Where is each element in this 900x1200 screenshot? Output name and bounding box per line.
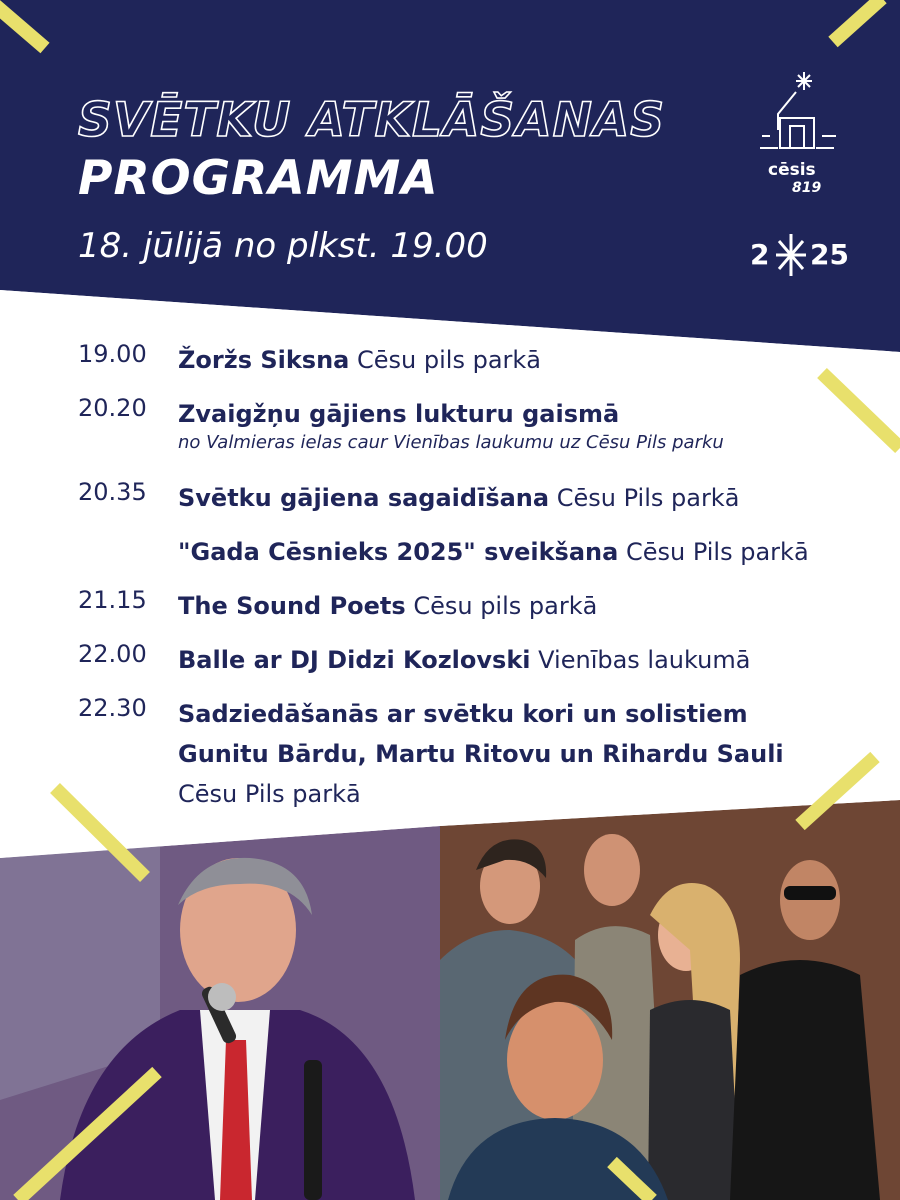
castle-icon (756, 70, 846, 170)
title-line-filled: PROGRAMMA (78, 151, 439, 206)
page-title (78, 92, 665, 208)
year-digit-left: 2 (750, 238, 770, 271)
program-time: 21.15 (78, 586, 147, 614)
program-place: Cēsu pils parkā (357, 346, 541, 374)
program-place: Cēsu pils parkā (413, 592, 598, 620)
event-date: 18. jūlijā no plkst. 19.00 (78, 226, 488, 266)
program-title: Balle ar DJ Didzi Kozlovski (178, 646, 531, 674)
program-title-line2: Gunitu Bārdu, Martu Ritovu un Rihardu Sauli (178, 740, 784, 768)
program-title-line1: Sadziedāšanās ar svētku kori un solistiem (178, 700, 748, 728)
person-face-e (507, 1000, 603, 1120)
program-title: Zvaigžņu gājiens lukturu gaismā (178, 400, 620, 428)
program-title: Žoržs Siksna (178, 346, 350, 374)
person-face-b (584, 834, 640, 906)
program-time: 22.00 (78, 640, 147, 668)
person-body-d (730, 960, 880, 1200)
program-time: 20.20 (78, 394, 147, 422)
program-time: 22.30 (78, 694, 147, 722)
clarinet (304, 1060, 322, 1200)
program-place: Cēsu Pils parkā (625, 538, 809, 566)
program-note: no Valmieras ielas caur Vienības laukumu uz Cēsu Pils parku (178, 432, 724, 453)
cesis-logo (750, 70, 849, 271)
program-place: Cēsu Pils parkā (178, 780, 361, 808)
program-time: 20.35 (78, 478, 147, 506)
program-title: The Sound Poets (178, 592, 406, 620)
program-title: "Gada Cēsnieks 2025" sveikšana (178, 538, 619, 566)
title-line-outline: SVĒTKU ATKLĀŠANAS (78, 93, 666, 148)
microphone-head (208, 983, 236, 1011)
sunglasses (784, 886, 836, 900)
logo-number: 819 (792, 180, 822, 196)
person-body-c (648, 1000, 740, 1200)
star-icon (774, 232, 808, 278)
year-digit-right: 25 (810, 238, 849, 271)
program-time: 19.00 (78, 340, 147, 368)
program-title: Svētku gājiena sagaidīšana (178, 484, 550, 512)
program-place: Cēsu Pils parkā (556, 484, 740, 512)
program-place: Vienības laukumā (538, 646, 751, 674)
logo-name: cēsis (768, 160, 816, 180)
